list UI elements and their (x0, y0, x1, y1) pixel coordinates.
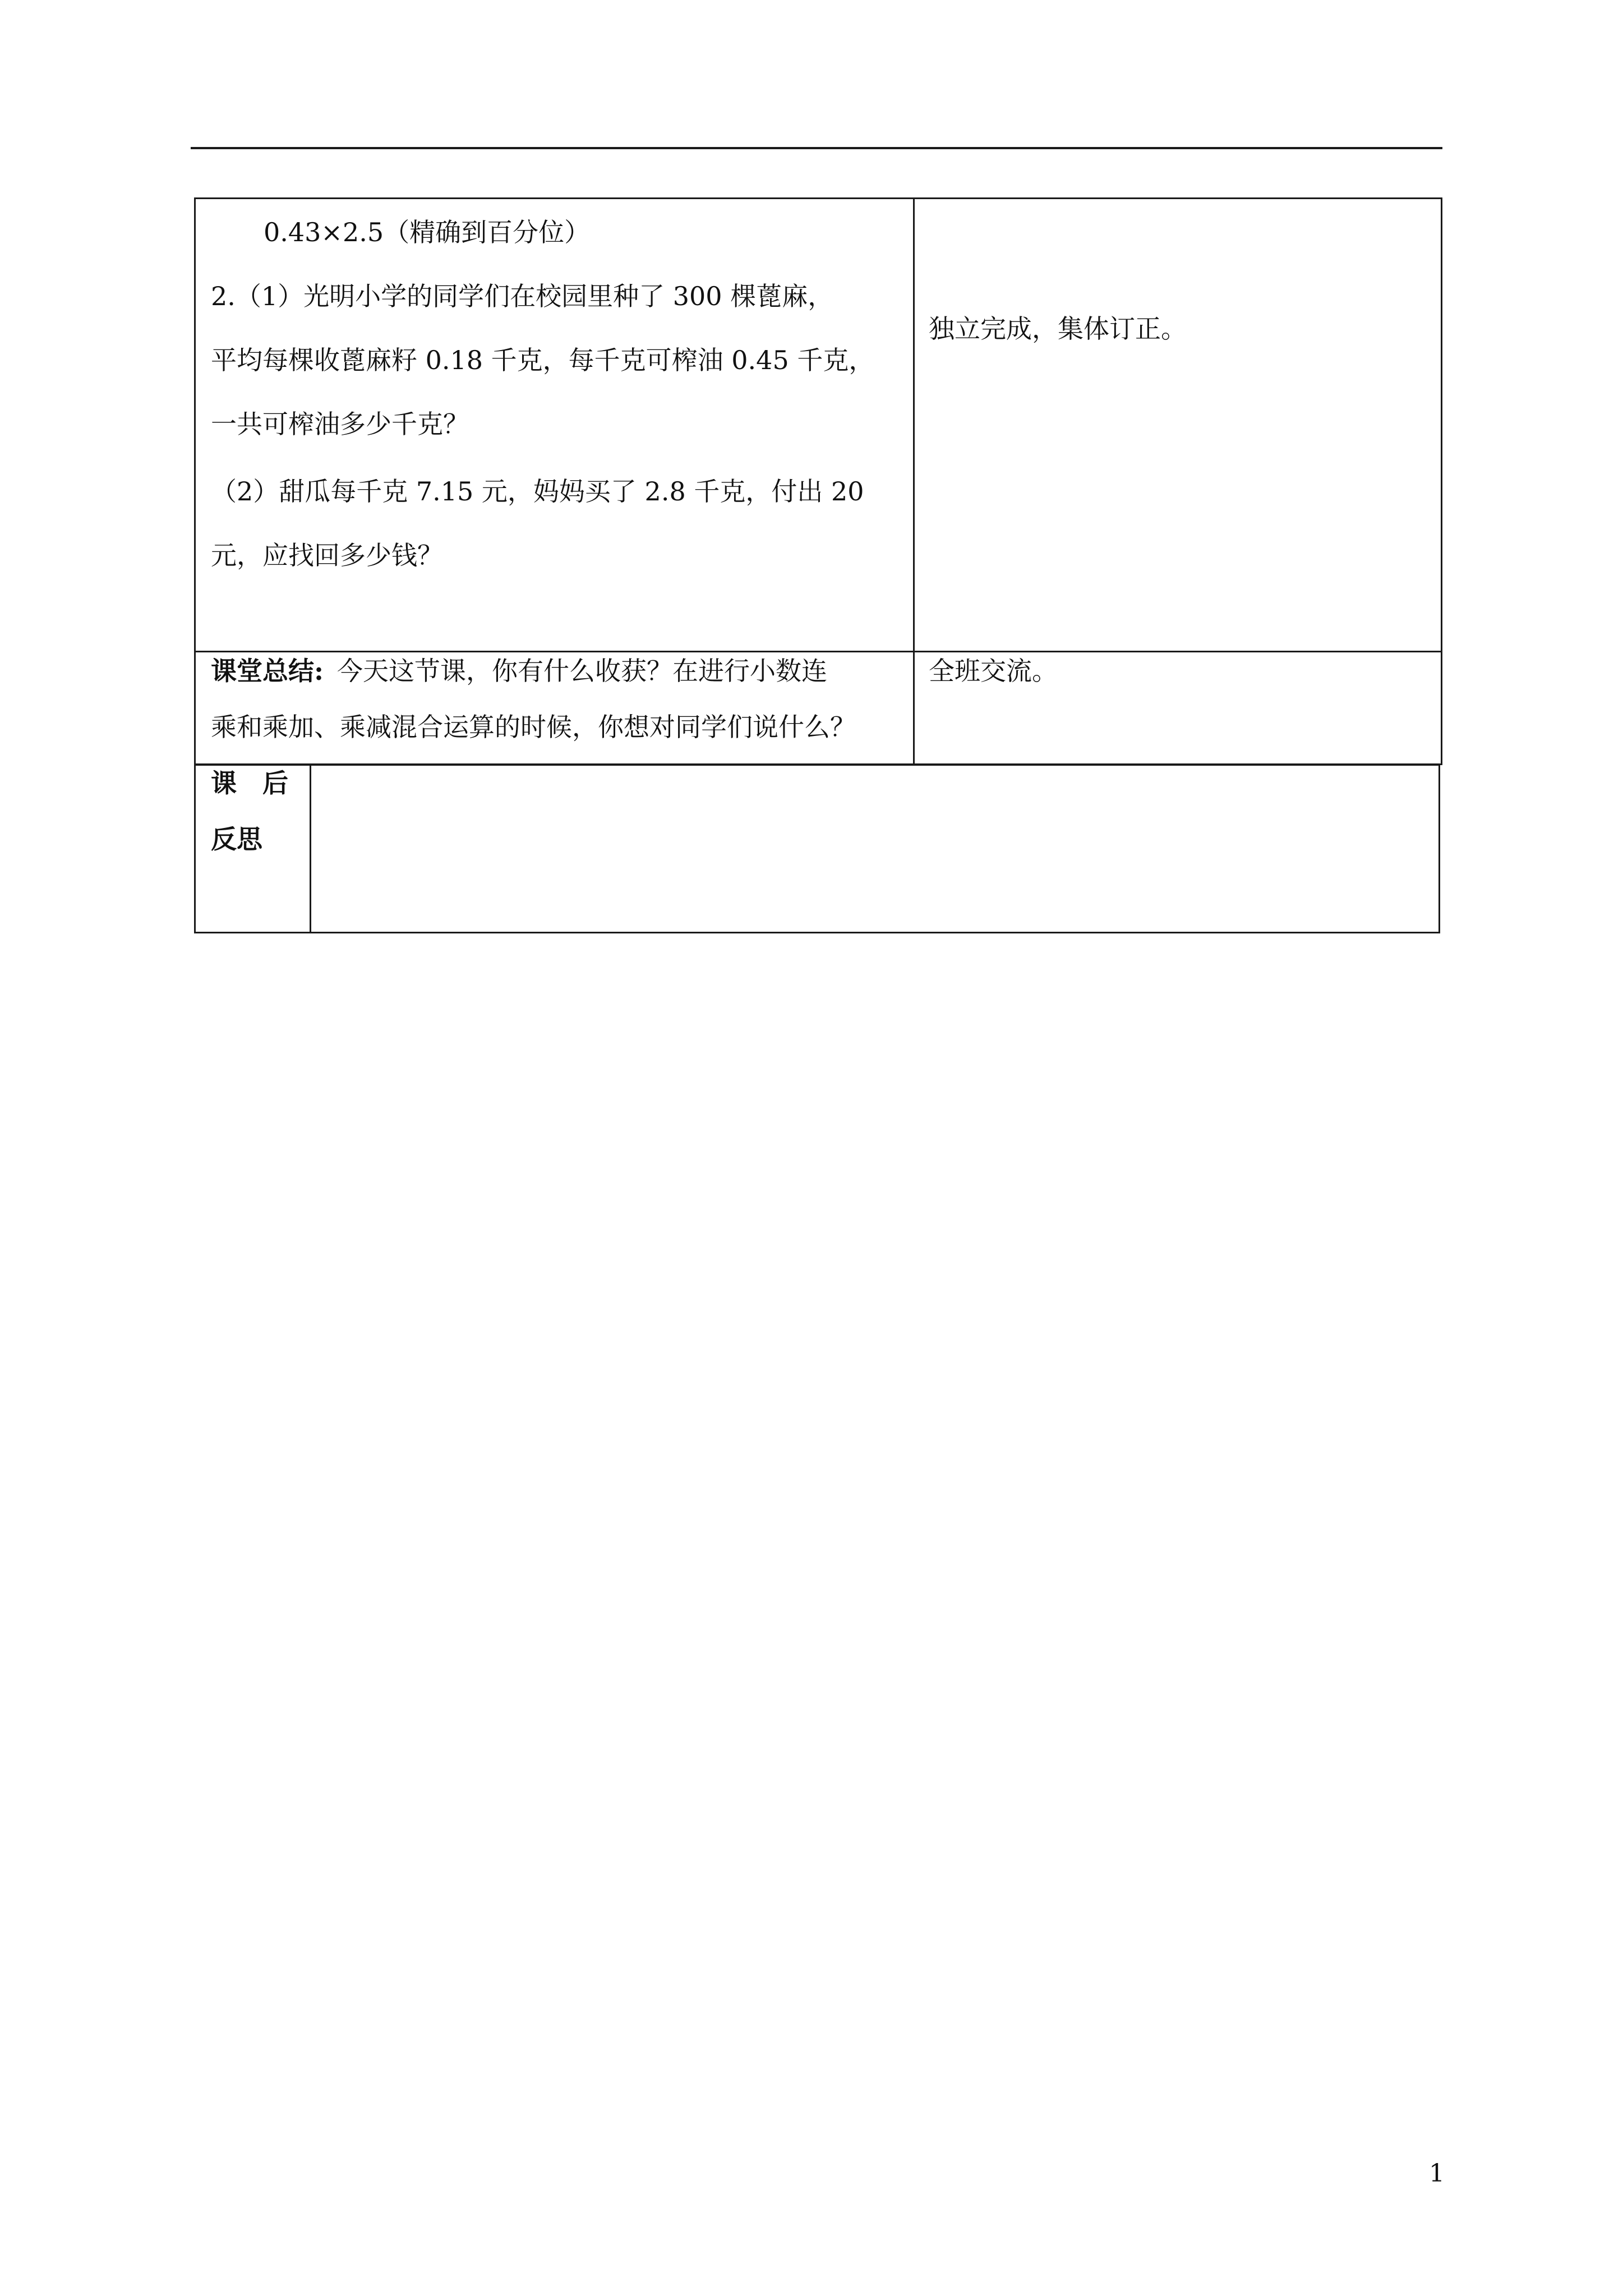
exercise-line-1: 0.43×2.5（精确到百分位） (264, 217, 591, 247)
summary-label: 课堂总结: (211, 656, 324, 686)
exercise-line-2: 2.（1）光明小学的同学们在校园里种了 300 棵蓖麻， (211, 281, 834, 311)
page-number: 1 (1429, 2159, 1445, 2188)
reflection-label-1: 课 后 (211, 768, 288, 798)
reflection-table (194, 764, 1440, 933)
row-divider (194, 651, 1442, 652)
exercise-line-4: 一共可榨油多少千克？ (211, 409, 469, 439)
header-rule (191, 147, 1442, 149)
exercise-line-3: 平均每棵收蓖麻籽 0.18 千克，每千克可榨油 0.45 千克， (211, 345, 875, 375)
activity-note-2: 全班交流。 (929, 656, 1058, 686)
exercise-line-6: 元，应找回多少钱？ (211, 540, 443, 570)
exercise-line-5: （2）甜瓜每千克 7.15 元，妈妈买了 2.8 千克，付出 20 (211, 476, 864, 507)
reflection-divider (310, 764, 311, 933)
reflection-label-2: 反思 (211, 824, 262, 854)
summary-text-1: 今天这节课，你有什么收获？在进行小数连 (336, 656, 827, 686)
summary-line-2: 乘和乘加、乘减混合运算的时候，你想对同学们说什么？ (211, 712, 856, 742)
column-divider (913, 197, 915, 765)
activity-note-1: 独立完成，集体订正。 (929, 314, 1187, 344)
summary-line-1 (211, 654, 827, 688)
